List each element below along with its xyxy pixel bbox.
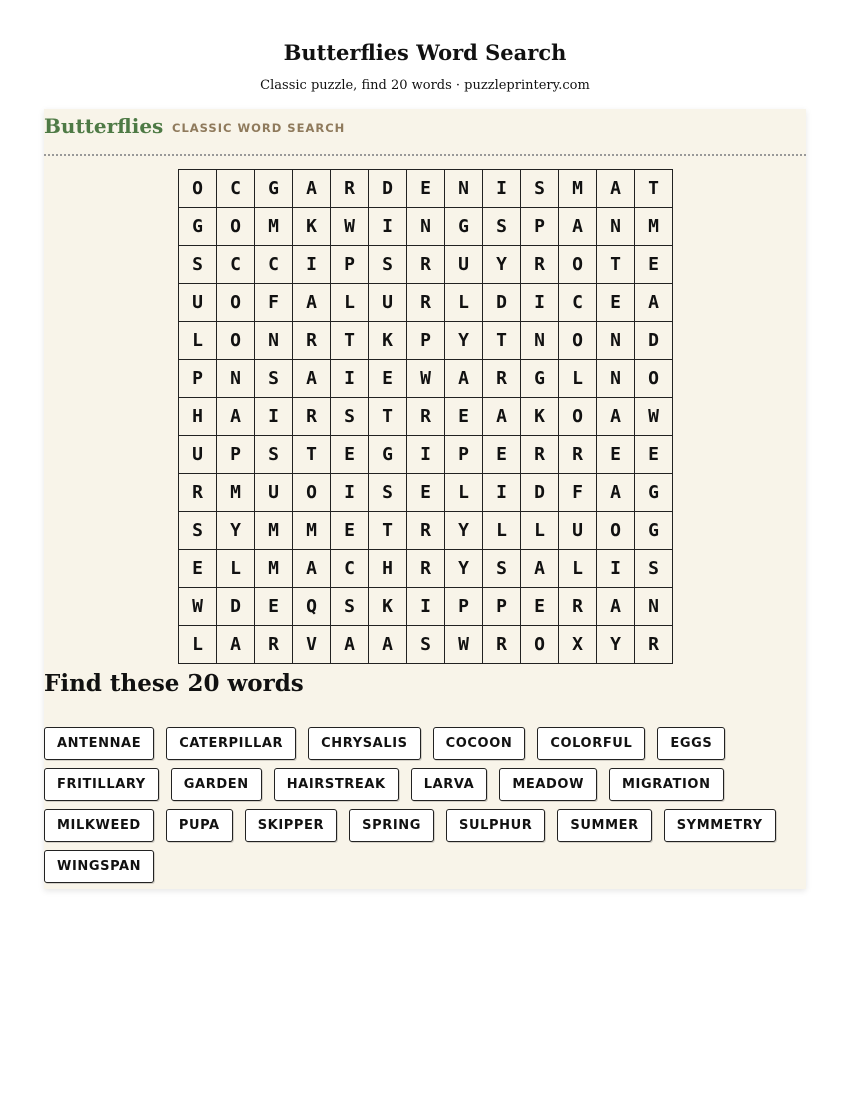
grid-cell[interactable]: A bbox=[293, 360, 331, 398]
grid-cell[interactable]: S bbox=[407, 626, 445, 664]
grid-cell[interactable]: S bbox=[255, 360, 293, 398]
grid-cell[interactable]: G bbox=[635, 474, 673, 512]
word-chip[interactable]: SUMMER bbox=[557, 809, 651, 842]
grid-cell[interactable]: Y bbox=[217, 512, 255, 550]
grid-cell[interactable]: Y bbox=[483, 246, 521, 284]
grid-cell[interactable]: D bbox=[369, 170, 407, 208]
grid-cell[interactable]: R bbox=[331, 170, 369, 208]
grid-cell[interactable]: O bbox=[217, 322, 255, 360]
grid-cell[interactable]: P bbox=[483, 588, 521, 626]
grid-cell[interactable]: R bbox=[407, 246, 445, 284]
word-chip[interactable]: FRITILLARY bbox=[44, 768, 159, 801]
grid-cell[interactable]: A bbox=[369, 626, 407, 664]
page-title: Butterflies Word Search bbox=[283, 40, 567, 65]
grid-cell[interactable]: P bbox=[217, 436, 255, 474]
grid-cell[interactable]: G bbox=[255, 170, 293, 208]
grid-cell[interactable]: E bbox=[635, 436, 673, 474]
word-chip[interactable]: LARVA bbox=[411, 768, 488, 801]
grid-cell[interactable]: I bbox=[407, 588, 445, 626]
grid-cell[interactable]: R bbox=[521, 246, 559, 284]
grid-cell[interactable]: I bbox=[483, 170, 521, 208]
grid-cell[interactable]: F bbox=[255, 284, 293, 322]
grid-cell[interactable]: S bbox=[483, 550, 521, 588]
grid-cell[interactable]: M bbox=[255, 512, 293, 550]
word-chip[interactable]: MEADOW bbox=[499, 768, 597, 801]
grid-cell[interactable]: R bbox=[255, 626, 293, 664]
grid-cell[interactable]: M bbox=[217, 474, 255, 512]
grid-cell[interactable]: S bbox=[635, 550, 673, 588]
grid-cell[interactable]: N bbox=[407, 208, 445, 246]
grid-cell[interactable]: O bbox=[521, 626, 559, 664]
grid-cell[interactable]: M bbox=[255, 208, 293, 246]
puzzle-card bbox=[44, 109, 806, 889]
grid-cell[interactable]: V bbox=[293, 626, 331, 664]
grid-cell[interactable]: E bbox=[597, 436, 635, 474]
grid-cell[interactable]: S bbox=[369, 246, 407, 284]
grid-cell[interactable]: I bbox=[597, 550, 635, 588]
grid-cell[interactable]: M bbox=[293, 512, 331, 550]
word-chip[interactable]: ANTENNAE bbox=[44, 727, 154, 760]
grid-cell[interactable]: S bbox=[179, 512, 217, 550]
grid-cell[interactable]: A bbox=[597, 398, 635, 436]
grid-cell[interactable]: E bbox=[179, 550, 217, 588]
grid-cell[interactable]: I bbox=[331, 474, 369, 512]
grid-cell[interactable]: T bbox=[331, 322, 369, 360]
grid-cell[interactable]: A bbox=[635, 284, 673, 322]
grid-cell[interactable]: R bbox=[559, 588, 597, 626]
word-chip[interactable]: EGGS bbox=[657, 727, 725, 760]
grid-cell[interactable]: N bbox=[521, 322, 559, 360]
grid-cell[interactable]: S bbox=[331, 588, 369, 626]
grid-cell[interactable]: P bbox=[407, 322, 445, 360]
word-chip[interactable]: SYMMETRY bbox=[664, 809, 776, 842]
grid-cell[interactable]: L bbox=[483, 512, 521, 550]
word-chip[interactable]: SKIPPER bbox=[245, 809, 337, 842]
grid-cell[interactable]: U bbox=[369, 284, 407, 322]
word-chip[interactable]: WINGSPAN bbox=[44, 850, 154, 883]
grid-cell[interactable]: T bbox=[483, 322, 521, 360]
grid-cell[interactable]: N bbox=[597, 208, 635, 246]
grid-cell[interactable]: I bbox=[293, 246, 331, 284]
grid-cell[interactable]: M bbox=[635, 208, 673, 246]
grid-cell[interactable]: E bbox=[331, 436, 369, 474]
grid-cell[interactable]: A bbox=[331, 626, 369, 664]
grid-cell[interactable]: L bbox=[445, 474, 483, 512]
grid-cell[interactable]: A bbox=[597, 588, 635, 626]
grid-cell[interactable]: L bbox=[445, 284, 483, 322]
grid-cell[interactable]: Q bbox=[293, 588, 331, 626]
grid-cell[interactable]: R bbox=[407, 512, 445, 550]
grid-cell[interactable]: W bbox=[407, 360, 445, 398]
grid-cell[interactable]: R bbox=[407, 284, 445, 322]
grid-cell[interactable]: L bbox=[179, 322, 217, 360]
grid-cell[interactable]: N bbox=[597, 360, 635, 398]
grid-cell[interactable]: G bbox=[445, 208, 483, 246]
grid-cell[interactable]: S bbox=[483, 208, 521, 246]
grid-cell[interactable]: O bbox=[293, 474, 331, 512]
grid-cell[interactable]: L bbox=[559, 550, 597, 588]
grid-cell[interactable]: W bbox=[635, 398, 673, 436]
grid-cell[interactable]: X bbox=[559, 626, 597, 664]
grid-cell[interactable]: S bbox=[331, 398, 369, 436]
grid-cell[interactable]: E bbox=[369, 360, 407, 398]
grid-cell[interactable]: H bbox=[369, 550, 407, 588]
grid-cell[interactable]: O bbox=[559, 398, 597, 436]
grid-cell[interactable]: A bbox=[217, 398, 255, 436]
grid-cell[interactable]: I bbox=[407, 436, 445, 474]
grid-cell[interactable]: A bbox=[293, 284, 331, 322]
grid-cell[interactable]: W bbox=[331, 208, 369, 246]
grid-cell[interactable]: A bbox=[521, 550, 559, 588]
word-chip[interactable]: GARDEN bbox=[171, 768, 262, 801]
grid-cell[interactable]: G bbox=[369, 436, 407, 474]
grid-cell[interactable]: U bbox=[255, 474, 293, 512]
grid-cell[interactable]: P bbox=[445, 588, 483, 626]
grid-cell[interactable]: E bbox=[635, 246, 673, 284]
grid-cell[interactable]: C bbox=[255, 246, 293, 284]
word-chip[interactable]: COLORFUL bbox=[537, 727, 645, 760]
grid-cell[interactable]: E bbox=[255, 588, 293, 626]
grid-cell[interactable]: O bbox=[217, 208, 255, 246]
grid-cell[interactable]: K bbox=[369, 322, 407, 360]
grid-cell[interactable]: N bbox=[217, 360, 255, 398]
grid-cell[interactable]: T bbox=[293, 436, 331, 474]
grid-cell[interactable]: Y bbox=[445, 550, 483, 588]
grid-cell[interactable]: D bbox=[217, 588, 255, 626]
grid-cell[interactable]: O bbox=[559, 322, 597, 360]
grid-cell[interactable]: R bbox=[293, 398, 331, 436]
grid-cell[interactable]: N bbox=[255, 322, 293, 360]
grid-cell[interactable]: I bbox=[483, 474, 521, 512]
grid-cell[interactable]: E bbox=[597, 284, 635, 322]
grid-cell[interactable]: G bbox=[521, 360, 559, 398]
grid-cell[interactable]: D bbox=[521, 474, 559, 512]
grid-cell[interactable]: W bbox=[445, 626, 483, 664]
grid-cell[interactable]: C bbox=[559, 284, 597, 322]
grid-cell[interactable]: W bbox=[179, 588, 217, 626]
grid-cell[interactable]: Y bbox=[597, 626, 635, 664]
grid-cell[interactable]: P bbox=[445, 436, 483, 474]
grid-cell[interactable]: E bbox=[407, 170, 445, 208]
grid-cell[interactable]: Y bbox=[445, 322, 483, 360]
brand-subtitle: CLASSIC WORD SEARCH bbox=[172, 121, 346, 135]
card-header bbox=[44, 109, 806, 156]
grid-cell[interactable]: A bbox=[293, 170, 331, 208]
brand-title: Butterflies bbox=[44, 114, 164, 138]
grid-cell[interactable]: R bbox=[407, 550, 445, 588]
grid-cell[interactable]: O bbox=[179, 170, 217, 208]
grid-cell[interactable]: R bbox=[407, 398, 445, 436]
grid-cell[interactable]: A bbox=[559, 208, 597, 246]
grid-cell[interactable]: G bbox=[635, 512, 673, 550]
grid-cell[interactable]: R bbox=[635, 626, 673, 664]
word-chip[interactable]: CHRYSALIS bbox=[308, 727, 420, 760]
grid-cell[interactable]: O bbox=[559, 246, 597, 284]
grid-cell[interactable]: U bbox=[559, 512, 597, 550]
grid-cell[interactable]: D bbox=[483, 284, 521, 322]
grid-cell[interactable]: P bbox=[521, 208, 559, 246]
grid-cell[interactable]: E bbox=[407, 474, 445, 512]
grid-cell[interactable]: U bbox=[179, 284, 217, 322]
word-chip[interactable]: MILKWEED bbox=[44, 809, 154, 842]
grid-cell[interactable]: A bbox=[217, 626, 255, 664]
grid-cell[interactable]: K bbox=[521, 398, 559, 436]
grid-cell[interactable]: R bbox=[559, 436, 597, 474]
grid-cell[interactable]: P bbox=[331, 246, 369, 284]
grid-cell[interactable]: C bbox=[217, 170, 255, 208]
word-list-heading: Find these 20 words bbox=[44, 670, 304, 697]
grid-cell[interactable]: R bbox=[293, 322, 331, 360]
grid-cell[interactable]: N bbox=[597, 322, 635, 360]
word-chip[interactable]: COCOON bbox=[433, 727, 526, 760]
word-chip[interactable]: SULPHUR bbox=[446, 809, 545, 842]
grid-cell[interactable]: R bbox=[483, 626, 521, 664]
grid-cell[interactable]: T bbox=[635, 170, 673, 208]
grid-cell[interactable]: R bbox=[521, 436, 559, 474]
grid-cell[interactable]: O bbox=[635, 360, 673, 398]
grid-cell[interactable]: I bbox=[521, 284, 559, 322]
grid-cell[interactable]: L bbox=[559, 360, 597, 398]
word-chip[interactable]: SPRING bbox=[349, 809, 434, 842]
page-subtitle: Classic puzzle, find 20 words · puzzleprintery.com bbox=[260, 78, 590, 93]
grid-cell[interactable]: M bbox=[255, 550, 293, 588]
grid-cell[interactable]: K bbox=[369, 588, 407, 626]
grid-cell[interactable]: K bbox=[293, 208, 331, 246]
grid-cell[interactable]: U bbox=[445, 246, 483, 284]
grid-cell[interactable]: R bbox=[179, 474, 217, 512]
grid-cell[interactable]: R bbox=[483, 360, 521, 398]
grid-cell[interactable]: I bbox=[369, 208, 407, 246]
grid-cell[interactable]: L bbox=[217, 550, 255, 588]
grid-cell[interactable]: U bbox=[179, 436, 217, 474]
grid-cell[interactable]: E bbox=[331, 512, 369, 550]
grid-cell[interactable]: E bbox=[445, 398, 483, 436]
grid-cell[interactable]: A bbox=[445, 360, 483, 398]
grid-cell[interactable]: H bbox=[179, 398, 217, 436]
word-list bbox=[44, 727, 806, 883]
grid-cell[interactable]: L bbox=[521, 512, 559, 550]
grid-cell[interactable]: S bbox=[369, 474, 407, 512]
grid-cell[interactable]: N bbox=[445, 170, 483, 208]
grid-cell[interactable]: I bbox=[255, 398, 293, 436]
letter-grid bbox=[178, 169, 673, 664]
grid-cell[interactable]: C bbox=[217, 246, 255, 284]
grid-cell[interactable]: Y bbox=[445, 512, 483, 550]
word-chip[interactable]: MIGRATION bbox=[609, 768, 724, 801]
grid-cell[interactable]: S bbox=[179, 246, 217, 284]
grid-cell[interactable]: I bbox=[331, 360, 369, 398]
grid-cell[interactable]: P bbox=[179, 360, 217, 398]
grid-cell[interactable]: A bbox=[597, 474, 635, 512]
grid-cell[interactable]: O bbox=[597, 512, 635, 550]
grid-cell[interactable]: A bbox=[293, 550, 331, 588]
grid-cell[interactable]: M bbox=[559, 170, 597, 208]
grid-cell[interactable]: F bbox=[559, 474, 597, 512]
grid-cell[interactable]: A bbox=[483, 398, 521, 436]
grid-cell[interactable]: O bbox=[217, 284, 255, 322]
grid-cell[interactable]: L bbox=[331, 284, 369, 322]
word-chip[interactable]: PUPA bbox=[166, 809, 233, 842]
grid-cell[interactable]: D bbox=[635, 322, 673, 360]
word-chip[interactable]: CATERPILLAR bbox=[166, 727, 296, 760]
grid-cell[interactable]: N bbox=[635, 588, 673, 626]
grid-cell[interactable]: S bbox=[255, 436, 293, 474]
word-chip[interactable]: HAIRSTREAK bbox=[274, 768, 399, 801]
grid-cell[interactable]: C bbox=[331, 550, 369, 588]
grid-cell[interactable]: E bbox=[483, 436, 521, 474]
grid-cell[interactable]: T bbox=[369, 512, 407, 550]
grid-cell[interactable]: A bbox=[597, 170, 635, 208]
grid-cell[interactable]: T bbox=[597, 246, 635, 284]
grid-cell[interactable]: L bbox=[179, 626, 217, 664]
grid-cell[interactable]: S bbox=[521, 170, 559, 208]
grid-cell[interactable]: G bbox=[179, 208, 217, 246]
grid-cell[interactable]: E bbox=[521, 588, 559, 626]
grid-cell[interactable]: T bbox=[369, 398, 407, 436]
